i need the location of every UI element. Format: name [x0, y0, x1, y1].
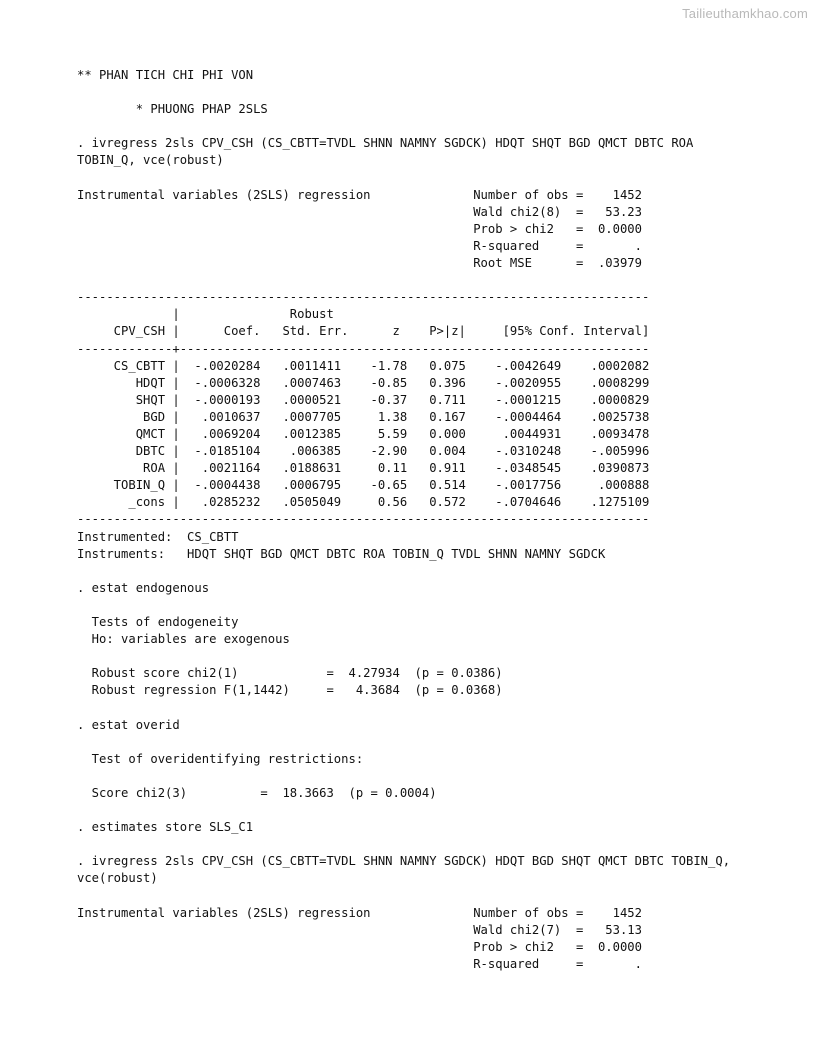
table-row: CPV_CSH | Coef. Std. Err. z P>|z| [95% Conf. Interval]: [77, 324, 650, 339]
blank-line: [77, 597, 801, 614]
table-row: BGD | .0010637 .0007705 1.38 0.167 -.0004464 .0025738: [77, 409, 650, 424]
command-line: . estat overid: [77, 717, 180, 732]
output-line: Robust score chi2(1) = 4.27934 (p = 0.0386): [77, 666, 503, 681]
output-line: vce(robust): [77, 871, 158, 886]
output-line: Wald chi2(8) = 53.23: [77, 204, 642, 219]
section-heading: ** PHAN TICH CHI PHI VON: [77, 68, 254, 82]
table-row: TOBIN_Q | -.0004438 .0006795 -0.65 0.514 -.0017756 .000888: [77, 478, 650, 493]
blank-line: [77, 84, 801, 101]
output-line: R-squared = .: [77, 238, 642, 253]
output-line: Robust regression F(1,1442) = 4.3684 (p = 0.0368): [77, 683, 503, 698]
command-line: . ivregress 2sls CPV_CSH (CS_CBTT=TVDL SHNN NAMNY SGDCK) HDQT SHQT BGD QMCT DBTC ROA: [77, 136, 694, 151]
output-line: Ho: variables are exogenous: [77, 632, 290, 647]
stata-output-document: [77, 67, 801, 973]
blank-line: [77, 699, 801, 716]
output-line: Instrumental variables (2SLS) regression Number of obs = 1452: [77, 905, 642, 920]
table-row: DBTC | -.0185104 .006385 -2.90 0.004 -.0310248 -.005996: [77, 444, 650, 459]
output-line: R-squared = .: [77, 956, 642, 971]
output-line: Test of overidentifying restrictions:: [77, 751, 364, 766]
output-line: TOBIN_Q, vce(robust): [77, 153, 224, 168]
output-line: Instrumental variables (2SLS) regression Number of obs = 1452: [77, 187, 642, 202]
table-divider: ------------------------------------------------------------------------------: [77, 512, 650, 527]
table-row: QMCT | .0069204 .0012385 5.59 0.000 .0044931 .0093478: [77, 426, 650, 441]
blank-line: [77, 888, 801, 905]
command-line: . ivregress 2sls CPV_CSH (CS_CBTT=TVDL SHNN NAMNY SGDCK) HDQT BGD SHQT QMCT DBTC TOBIN_Q,: [77, 854, 731, 869]
command-line: . estimates store SLS_C1: [77, 820, 254, 835]
table-divider: -------------+----------------------------------------------------------------: [77, 341, 650, 356]
table-row: HDQT | -.0006328 .0007463 -0.85 0.396 -.0020955 .0008299: [77, 375, 650, 390]
blank-line: [77, 802, 801, 819]
output-line: Root MSE = .03979: [77, 256, 642, 271]
output-line: Prob > chi2 = 0.0000: [77, 939, 642, 954]
subsection-heading: * PHUONG PHAP 2SLS: [77, 102, 268, 117]
blank-line: [77, 272, 801, 289]
output-line: Wald chi2(7) = 53.13: [77, 922, 642, 937]
blank-line: [77, 118, 801, 135]
watermark: Tailieuthamkhao.com: [682, 6, 808, 21]
output-line: Tests of endogeneity: [77, 615, 239, 629]
blank-line: [77, 836, 801, 853]
output-line: Instruments: HDQT SHQT BGD QMCT DBTC ROA TOBIN_Q TVDL SHNN NAMNY SGDCK: [77, 546, 606, 561]
output-line: Score chi2(3) = 18.3663 (p = 0.0004): [77, 785, 437, 800]
table-divider: ------------------------------------------------------------------------------: [77, 290, 650, 305]
blank-line: [77, 768, 801, 785]
output-line: Prob > chi2 = 0.0000: [77, 221, 642, 236]
blank-line: [77, 648, 801, 665]
output-line: Instrumented: CS_CBTT: [77, 529, 239, 544]
table-row: ROA | .0021164 .0188631 0.11 0.911 -.0348545 .0390873: [77, 461, 650, 476]
command-line: . estat endogenous: [77, 580, 210, 595]
table-row: _cons | .0285232 .0505049 0.56 0.572 -.0704646 .1275109: [77, 495, 650, 510]
blank-line: [77, 170, 801, 187]
table-row: CS_CBTT | -.0020284 .0011411 -1.78 0.075 -.0042649 .0002082: [77, 358, 650, 373]
blank-line: [77, 734, 801, 751]
table-row: SHQT | -.0000193 .0000521 -0.37 0.711 -.0001215 .0000829: [77, 392, 650, 407]
table-row: | Robust: [77, 307, 334, 322]
blank-line: [77, 563, 801, 580]
